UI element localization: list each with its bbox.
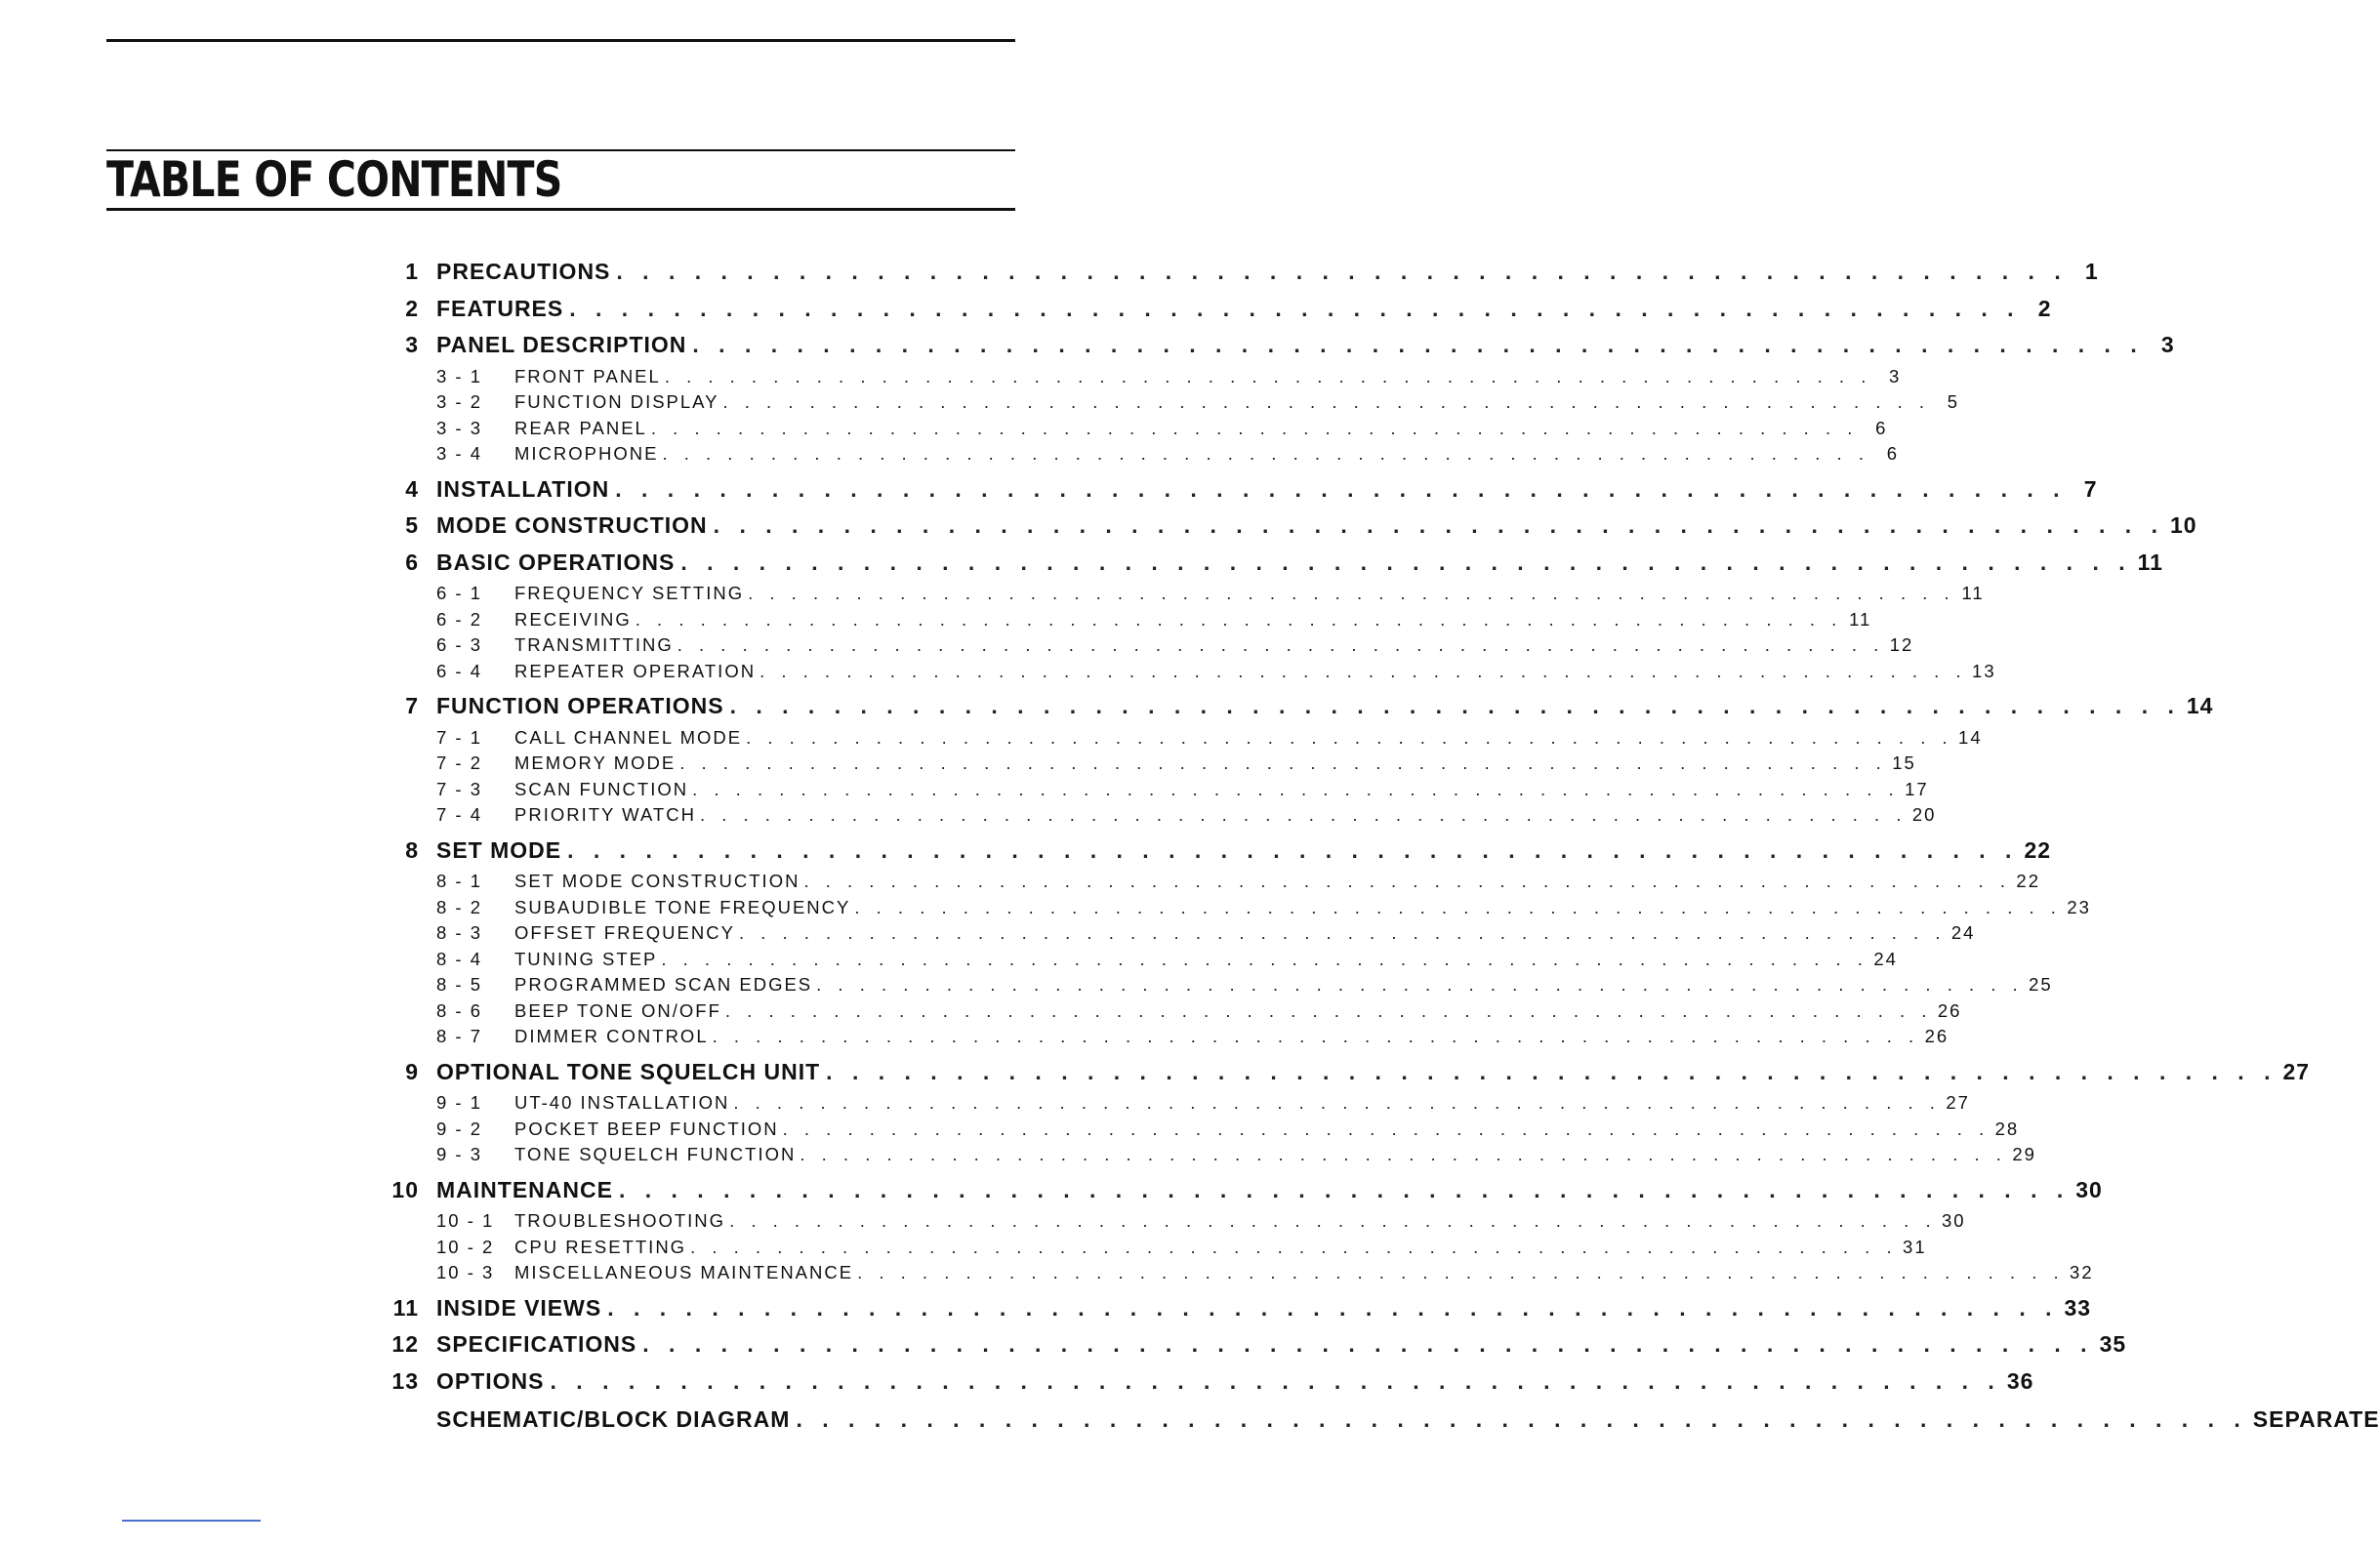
toc-section-row (387, 441, 1899, 468)
section-number: 3 - 3 (436, 417, 483, 438)
chapter-title: PANEL DESCRIPTION (436, 332, 687, 357)
dot-leader: . . . . . . . . . . . . . . . . . . . . . . . . . . . . . . . . . . . . . . . . . . . . . . . . . . . . . . . . (569, 295, 2021, 321)
chapter-title: FEATURES (436, 295, 564, 321)
toc-section-row (387, 1090, 1970, 1117)
section-number: 6 - 4 (436, 660, 483, 681)
dot-leader: . . . . . . . . . . . . . . . . . . . . . . . . . . . . . . . . . . . . . . . . . . . . . . . . . . . . . . . . (616, 259, 2068, 284)
page-number: 11 (1849, 608, 1872, 630)
toc-section-row (387, 581, 1985, 607)
section-title: DIMMER CONTROL (514, 1026, 709, 1046)
page-number: 14 (1958, 726, 1983, 748)
section-title: SUBAUDIBLE TONE FREQUENCY (514, 896, 851, 917)
section-number: 6 - 1 (436, 583, 483, 603)
toc-chapter-row (387, 327, 2175, 364)
chapter-title: FUNCTION OPERATIONS (436, 693, 724, 718)
page-number: 10 (2169, 512, 2197, 538)
chapter-title: MODE CONSTRUCTION (436, 512, 708, 538)
page-number: 11 (1961, 583, 1985, 603)
page-number: 36 (2006, 1367, 2034, 1394)
dot-leader: . . . . . . . . . . . . . . . . . . . . . . . . . . . . . . . . . . . . . . . . . . . . . . . . . . . . . . . . (826, 1058, 2277, 1084)
page-number: 5 (1947, 391, 1960, 412)
chapter-title: OPTIONS (436, 1367, 545, 1394)
page-title: TABLE OF CONTENTS (106, 151, 562, 208)
section-title: TONE SQUELCH FUNCTION (514, 1144, 797, 1164)
chapter-number: 6 (405, 549, 419, 575)
dot-leader: . . . . . . . . . . . . . . . . . . . . . . . . . . . . . . . . . . . . . . . . . . . . . . . . . . . . . . . . (642, 1331, 2094, 1357)
section-title: PRIORITY WATCH (514, 804, 696, 825)
page-number: 17 (1905, 778, 1929, 799)
page-number: 28 (1994, 1118, 2020, 1139)
section-number: 3 - 2 (436, 391, 483, 412)
page-number: 6 (1875, 417, 1888, 438)
dot-leader: . . . . . . . . . . . . . . . . . . . . . . . . . . . . . . . . . . . . . . . . . . . . . . . . . . . . . . . . (677, 634, 1885, 655)
dot-leader: . . . . . . . . . . . . . . . . . . . . . . . . . . . . . . . . . . . . . . . . . . . . . . . . . . . . . . . . (567, 836, 2019, 863)
dot-leader: . . . . . . . . . . . . . . . . . . . . . . . . . . . . . . . . . . . . . . . . . . . . . . . . . . . . . . . . (733, 1092, 1941, 1113)
section-title: TRANSMITTING (514, 634, 674, 655)
chapter-number: 3 (405, 332, 419, 357)
page-number: 6 (1886, 443, 1899, 464)
chapter-title: INSTALLATION (436, 475, 610, 502)
chapter-number: 1 (405, 259, 419, 284)
page-number: 2 (2037, 295, 2052, 321)
section-number: 9 - 3 (436, 1144, 483, 1164)
page-number: 30 (1942, 1210, 1966, 1231)
section-number: 8 - 3 (436, 922, 483, 943)
page-number: 22 (2024, 836, 2052, 863)
chapter-title: BASIC OPERATIONS (436, 549, 676, 575)
dot-leader: . . . . . . . . . . . . . . . . . . . . . . . . . . . . . . . . . . . . . . . . . . . . . . . . . . . . . . . . (729, 693, 2181, 718)
section-number: 10 - 1 (436, 1210, 495, 1231)
section-title: PROGRAMMED SCAN EDGES (514, 974, 813, 995)
chapter-number: 8 (405, 836, 419, 863)
chapter-title: OPTIONAL TONE SQUELCH UNIT (436, 1058, 821, 1084)
dot-leader: . . . . . . . . . . . . . . . . . . . . . . . . . . . . . . . . . . . . . . . . . . . . . . . . . . . . . . . . (724, 999, 1933, 1021)
footer-mark (122, 1520, 261, 1522)
chapter-title: SCHEMATIC/BLOCK DIAGRAM (436, 1406, 791, 1432)
section-number: 6 - 3 (436, 634, 483, 655)
dot-leader: . . . . . . . . . . . . . . . . . . . . . . . . . . . . . . . . . . . . . . . . . . . . . . . . . . . . . . . . (680, 549, 2132, 575)
section-number: 7 - 4 (436, 804, 483, 825)
chapter-number: 13 (391, 1367, 419, 1394)
dot-leader: . . . . . . . . . . . . . . . . . . . . . . . . . . . . . . . . . . . . . . . . . . . . . . . . . . . . . . . . (816, 974, 2024, 995)
section-number: 7 - 1 (436, 726, 483, 748)
page-number: 24 (1873, 948, 1898, 969)
page-number: 20 (1911, 804, 1937, 825)
toc-section-row (387, 751, 1916, 777)
table-of-contents (387, 254, 2380, 1439)
toc-chapter-row (387, 545, 2163, 582)
section-number: 3 - 4 (436, 443, 483, 464)
chapter-number: 4 (405, 475, 419, 502)
section-title: MEMORY MODE (514, 753, 677, 773)
page-number: 23 (2067, 896, 2091, 917)
toc-section-row (387, 1208, 1966, 1235)
page-number: 13 (1972, 660, 1996, 681)
chapter-number: 12 (391, 1331, 419, 1357)
section-number: 9 - 2 (436, 1118, 483, 1139)
section-title: CALL CHANNEL MODE (514, 726, 743, 748)
chapter-title: SPECIFICATIONS (436, 1331, 637, 1357)
page-number: 26 (1937, 999, 1962, 1021)
section-title: CPU RESETTING (514, 1236, 687, 1257)
toc-section-row (387, 364, 1902, 390)
toc-section-row (387, 389, 1960, 416)
toc-chapter-row (387, 1326, 2127, 1363)
section-title: FUNCTION DISPLAY (514, 391, 719, 412)
toc-chapter-row (387, 1172, 2103, 1209)
section-title: SET MODE CONSTRUCTION (514, 871, 800, 891)
toc-section-row (387, 998, 1962, 1025)
dot-leader: . . . . . . . . . . . . . . . . . . . . . . . . . . . . . . . . . . . . . . . . . . . . . . . . . . . . . . . . (803, 871, 2011, 891)
page-number: 27 (2282, 1058, 2311, 1084)
toc-section-row (387, 1235, 1927, 1261)
section-number: 8 - 5 (436, 974, 483, 995)
dot-leader: . . . . . . . . . . . . . . . . . . . . . . . . . . . . . . . . . . . . . . . . . . . . . . . . . . . . . . . . (650, 417, 1859, 438)
toc-section-row (387, 777, 1929, 803)
section-number: 8 - 2 (436, 896, 483, 917)
section-title: RECEIVING (514, 608, 632, 630)
toc-section-row (387, 972, 2053, 998)
page-number: 27 (1946, 1092, 1970, 1113)
dot-leader: . . . . . . . . . . . . . . . . . . . . . . . . . . . . . . . . . . . . . . . . . . . . . . . . . . . . . . . . (550, 1367, 2001, 1394)
chapter-title: PRECAUTIONS (436, 259, 611, 284)
dot-leader: . . . . . . . . . . . . . . . . . . . . . . . . . . . . . . . . . . . . . . . . . . . . . . . . . . . . . . . . (857, 1262, 2065, 1282)
section-number: 8 - 6 (436, 999, 483, 1021)
dot-leader: . . . . . . . . . . . . . . . . . . . . . . . . . . . . . . . . . . . . . . . . . . . . . . . . . . . . . . . . (748, 583, 1955, 603)
toc-chapter-row (387, 471, 2098, 509)
page-number: 32 (2070, 1262, 2094, 1282)
section-number: 7 - 2 (436, 753, 483, 773)
dot-leader: . . . . . . . . . . . . . . . . . . . . . . . . . . . . . . . . . . . . . . . . . . . . . . . . . . . . . . . . (692, 332, 2144, 357)
toc-section-row (387, 869, 2040, 895)
section-title: POCKET BEEP FUNCTION (514, 1118, 779, 1139)
dot-leader: . . . . . . . . . . . . . . . . . . . . . . . . . . . . . . . . . . . . . . . . . . . . . . . . . . . . . . . . (618, 1176, 2071, 1202)
toc-section-row (387, 947, 1898, 973)
chapter-number: 11 (392, 1294, 419, 1321)
toc-section-row (387, 920, 1976, 947)
dot-leader: . . . . . . . . . . . . . . . . . . . . . . . . . . . . . . . . . . . . . . . . . . . . . . . . . . . . . . . . (782, 1118, 1990, 1139)
page-number: 7 (2083, 475, 2098, 502)
section-title: FRONT PANEL (514, 365, 661, 386)
dot-leader: . . . . . . . . . . . . . . . . . . . . . . . . . . . . . . . . . . . . . . . . . . . . . . . . . . . . . . . . (722, 391, 1931, 412)
page-number: 25 (2029, 974, 2053, 995)
chapter-number: 9 (405, 1058, 419, 1084)
page-number: 33 (2064, 1294, 2092, 1321)
chapter-number: 10 (391, 1176, 419, 1202)
toc-section-row (387, 1260, 2094, 1286)
section-number: 8 - 7 (436, 1026, 483, 1046)
toc-chapter-row (387, 291, 2052, 328)
dot-leader: . . . . . . . . . . . . . . . . . . . . . . . . . . . . . . . . . . . . . . . . . . . . . . . . . . . . . . . . (854, 896, 2062, 917)
section-title: REPEATER OPERATION (514, 660, 757, 681)
dot-leader: . . . . . . . . . . . . . . . . . . . . . . . . . . . . . . . . . . . . . . . . . . . . . . . . . . . . . . . . (661, 948, 1868, 969)
chapter-title: INSIDE VIEWS (436, 1294, 602, 1321)
section-title: FREQUENCY SETTING (514, 583, 745, 603)
section-title: BEEP TONE ON/OFF (514, 999, 721, 1021)
section-number: 3 - 1 (436, 365, 483, 386)
dot-leader: . . . . . . . . . . . . . . . . . . . . . . . . . . . . . . . . . . . . . . . . . . . . . . . . . . . . . . . . (692, 778, 1900, 799)
toc-section-row (387, 659, 1996, 685)
toc-chapter-row (387, 1290, 2092, 1327)
section-number: 7 - 3 (436, 778, 483, 799)
chapter-number: 5 (405, 512, 419, 538)
title-bottom-rule (106, 208, 1015, 211)
page-number: 14 (2186, 693, 2214, 718)
toc-section-row (387, 1024, 1949, 1050)
dot-leader: . . . . . . . . . . . . . . . . . . . . . . . . . . . . . . . . . . . . . . . . . . . . . . . . . . . . . . . . (729, 1210, 1937, 1231)
section-number: 10 - 3 (436, 1262, 495, 1282)
toc-section-row (387, 416, 1888, 442)
chapter-title: MAINTENANCE (436, 1176, 613, 1202)
section-title: UT-40 INSTALLATION (514, 1092, 730, 1113)
toc-chapter-row (387, 688, 2214, 725)
page-number: 24 (1950, 922, 1976, 943)
toc-section-row (387, 632, 1914, 659)
page-number: 22 (2016, 871, 2040, 891)
toc-chapter-row (387, 254, 2099, 291)
page-number: 1 (2084, 259, 2099, 284)
section-title: OFFSET FREQUENCY (514, 922, 735, 943)
chapter-title: SET MODE (436, 836, 562, 863)
toc-chapter-row (387, 1054, 2311, 1091)
section-title: REAR PANEL (514, 417, 647, 438)
section-number: 8 - 1 (436, 871, 483, 891)
page-number: 3 (2160, 332, 2175, 357)
page-number: 30 (2075, 1176, 2103, 1202)
page-number: 3 (1889, 365, 1902, 386)
top-rule (106, 39, 1015, 42)
toc-section-row (387, 607, 1872, 633)
toc-section-row (387, 895, 2091, 921)
section-number: 6 - 2 (436, 608, 483, 630)
toc-chapter-row (387, 833, 2052, 870)
dot-leader: . . . . . . . . . . . . . . . . . . . . . . . . . . . . . . . . . . . . . . . . . . . . . . . . . . . . . . . . (679, 753, 1887, 773)
dot-leader: . . . . . . . . . . . . . . . . . . . . . . . . . . . . . . . . . . . . . . . . . . . . . . . . . . . . . . . . (664, 365, 1872, 386)
dot-leader: . . . . . . . . . . . . . . . . . . . . . . . . . . . . . . . . . . . . . . . . . . . . . . . . . . . . . . . . (712, 1026, 1920, 1046)
toc-section-row (387, 1117, 2020, 1143)
toc-section-row (387, 725, 1983, 752)
page-number: 35 (2099, 1331, 2127, 1357)
dot-leader: . . . . . . . . . . . . . . . . . . . . . . . . . . . . . . . . . . . . . . . . . . . . . . . . . . . . . . . . (796, 1406, 2247, 1432)
dot-leader: . . . . . . . . . . . . . . . . . . . . . . . . . . . . . . . . . . . . . . . . . . . . . . . . . . . . . . . . (662, 443, 1869, 464)
dot-leader: . . . . . . . . . . . . . . . . . . . . . . . . . . . . . . . . . . . . . . . . . . . . . . . . . . . . . . . . (615, 475, 2067, 502)
dot-leader: . . . . . . . . . . . . . . . . . . . . . . . . . . . . . . . . . . . . . . . . . . . . . . . . . . . . . . . . (607, 1294, 2059, 1321)
section-title: MISCELLANEOUS MAINTENANCE (514, 1262, 854, 1282)
dot-leader: . . . . . . . . . . . . . . . . . . . . . . . . . . . . . . . . . . . . . . . . . . . . . . . . . . . . . . . . (746, 726, 1953, 748)
dot-leader: . . . . . . . . . . . . . . . . . . . . . . . . . . . . . . . . . . . . . . . . . . . . . . . . . . . . . . . . (713, 512, 2164, 538)
toc-section-row (387, 802, 1937, 829)
page-number: 15 (1892, 753, 1916, 773)
page-number: 29 (2012, 1144, 2036, 1164)
section-title: SCAN FUNCTION (514, 778, 689, 799)
dot-leader: . . . . . . . . . . . . . . . . . . . . . . . . . . . . . . . . . . . . . . . . . . . . . . . . . . . . . . . . (759, 660, 1967, 681)
section-title: TROUBLESHOOTING (514, 1210, 726, 1231)
dot-leader: . . . . . . . . . . . . . . . . . . . . . . . . . . . . . . . . . . . . . . . . . . . . . . . . . . . . . . . . (699, 804, 1908, 825)
toc-chapter-row (387, 1363, 2034, 1401)
chapter-number: 7 (405, 693, 419, 718)
dot-leader: . . . . . . . . . . . . . . . . . . . . . . . . . . . . . . . . . . . . . . . . . . . . . . . . . . . . . . . . (800, 1144, 2007, 1164)
section-title: MICROPHONE (514, 443, 659, 464)
dot-leader: . . . . . . . . . . . . . . . . . . . . . . . . . . . . . . . . . . . . . . . . . . . . . . . . . . . . . . . . (738, 922, 1947, 943)
section-title: TUNING STEP (514, 948, 658, 969)
chapter-number: 2 (405, 295, 419, 321)
section-number: 8 - 4 (436, 948, 483, 969)
dot-leader: . . . . . . . . . . . . . . . . . . . . . . . . . . . . . . . . . . . . . . . . . . . . . . . . . . . . . . . . (635, 608, 1843, 630)
toc-section-row (387, 1142, 2036, 1168)
section-number: 9 - 1 (436, 1092, 483, 1113)
page-number: 26 (1924, 1026, 1949, 1046)
section-number: 10 - 2 (436, 1236, 495, 1257)
page-number: 12 (1889, 634, 1914, 655)
page-number: 31 (1903, 1236, 1927, 1257)
page-number: 11 (2137, 549, 2163, 575)
page-number: SEPARATE (2252, 1406, 2380, 1432)
toc-chapter-row (387, 1402, 2380, 1439)
toc-chapter-row (387, 508, 2197, 545)
dot-leader: . . . . . . . . . . . . . . . . . . . . . . . . . . . . . . . . . . . . . . . . . . . . . . . . . . . . . . . . (690, 1236, 1898, 1257)
